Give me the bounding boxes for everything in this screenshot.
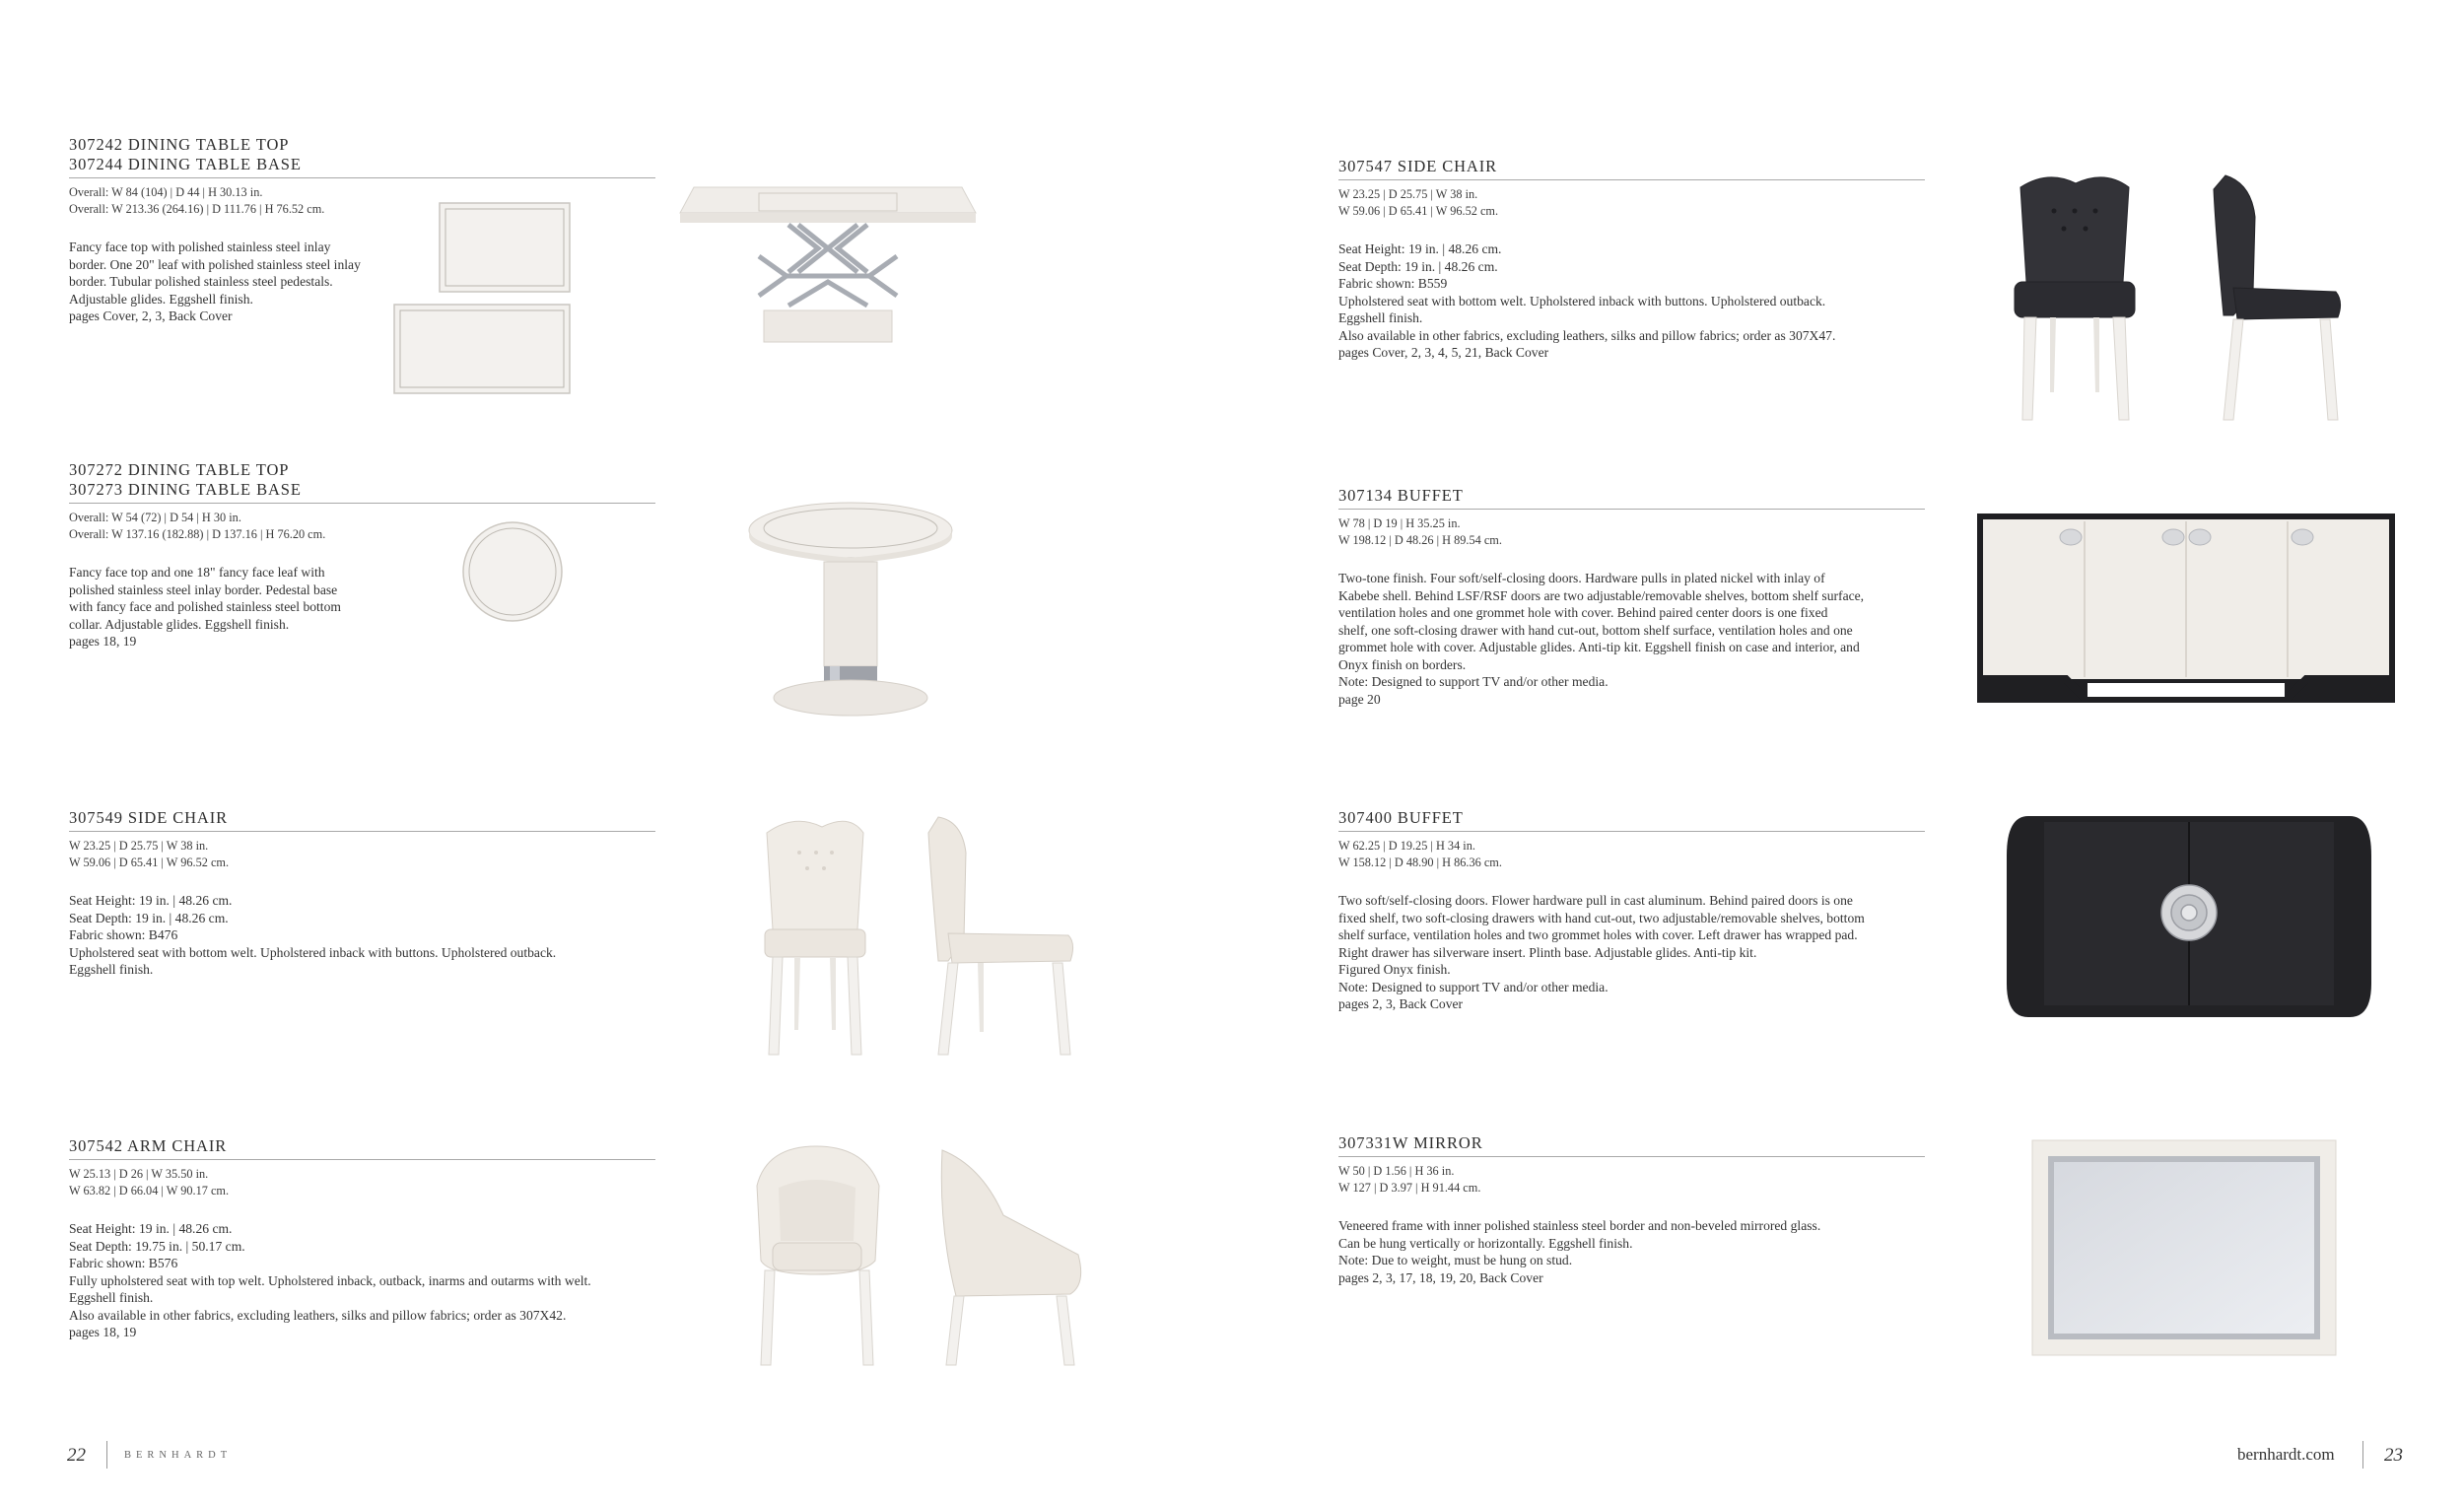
product-specs: W 23.25 | D 25.75 | W 38 in. W 59.06 | D 65.41 | W 96.52 cm.: [69, 839, 230, 870]
product-307272: [69, 460, 655, 650]
product-description: Seat Height: 19 in. | 48.26 cm. Seat Depth: 19 in. | 48.26 cm. Fabric shown: B559 Upholstered seat with bottom welt. Upholstered inback with buttons. Upholstered outback. Eggshell finish. Also available in other fabrics, excluding leathers, silks and pillow fabrics; order as 307X47. pages Cover, 2, 3, 4, 5, 21, Back Cover: [1338, 241, 1836, 361]
title-rule: [1338, 509, 1925, 510]
title-rule: [1338, 179, 1925, 180]
product-title: 307549 SIDE CHAIR: [69, 808, 229, 827]
buffet-two-tone-image: [1977, 513, 2395, 703]
mirror-image: [2032, 1140, 2336, 1355]
buffet-onyx-image: [2007, 816, 2371, 1021]
title-rule: [69, 831, 655, 832]
product-title: 307242 DINING TABLE TOP: [69, 135, 290, 154]
product-specs: W 62.25 | D 19.25 | H 34 in. W 158.12 | D 48.90 | H 86.36 cm.: [1338, 839, 1502, 870]
product-307542: [69, 1136, 655, 1341]
product-description: Fancy face top and one 18" fancy face leaf with polished stainless steel inlay border. Pedestal base with fancy face and polished stainless steel bottom collar. Adjustable glides. Eggshell finish. pages 18, 19: [69, 565, 341, 650]
product-307549: [69, 808, 655, 979]
side-chair-white-image: [755, 813, 1090, 1060]
product-specs: W 50 | D 1.56 | H 36 in. W 127 | D 3.97 | H 91.44 cm.: [1338, 1164, 1481, 1196]
product-title: 307331W MIRROR: [1338, 1133, 1483, 1152]
footer-divider: [106, 1441, 107, 1469]
product-307547: [1338, 157, 1925, 362]
round-top-plan-image: [461, 520, 564, 623]
product-307331W: [1338, 1133, 1925, 1286]
page-number: 22: [67, 1445, 86, 1466]
dining-table-rectangular-image: [680, 187, 976, 355]
product-specs: Overall: W 84 (104) | D 44 | H 30.13 in. Overall: W 213.36 (264.16) | D 111.76 | H 76.52 cm.: [69, 185, 325, 217]
product-specs: W 78 | D 19 | H 35.25 in. W 198.12 | D 48.26 | H 89.54 cm.: [1338, 516, 1502, 548]
product-title: 307542 ARM CHAIR: [69, 1136, 228, 1155]
product-description: Two-tone finish. Four soft/self-closing doors. Hardware pulls in plated nickel with inlay of Kabebe shell. Behind LSF/RSF doors are two adjustable/removable shelves, bottom shelf surface, ventilation holes and one grommet hole with cover. Behind paired center doors is one fixed shelf, one soft-closing drawer with hand cut-out, bottom shelf surface, ventilation holes and one grommet hole with cover. Adjustable glides. Anti-tip kit. Eggshell finish on case and interior, and Onyx finish on borders. Note: Designed to support TV and/or other media. page 20: [1338, 571, 1865, 707]
website-link[interactable]: bernhardt.com: [2237, 1445, 2335, 1464]
page-number: 23: [2384, 1445, 2403, 1466]
table-top-plan-image: [440, 203, 656, 395]
product-title: 307244 DINING TABLE BASE: [69, 155, 302, 173]
title-rule: [69, 1159, 655, 1160]
footer-divider: [2362, 1441, 2363, 1469]
brand-wordmark: BERNHARDT: [124, 1450, 233, 1461]
product-description: Fancy face top with polished stainless steel inlay border. One 20" leaf with polished stainless steel inlay border. Tubular polished stainless steel pedestals. Adjustable glides. Eggshell finish. pages Cover, 2, 3, Back Cover: [69, 240, 361, 324]
product-description: Seat Height: 19 in. | 48.26 cm. Seat Depth: 19 in. | 48.26 cm. Fabric shown: B476 Upholstered seat with bottom welt. Upholstered inback with buttons. Upholstered outback. Eggshell finish.: [69, 893, 557, 978]
product-title: 307273 DINING TABLE BASE: [69, 480, 302, 499]
arm-chair-image: [745, 1146, 1092, 1365]
title-rule: [69, 503, 655, 504]
dining-table-round-image: [747, 501, 954, 722]
product-description: Veneered frame with inner polished stainless steel border and non-beveled mirrored glass. Can be hung vertically or horizontally. Eggshell finish. Note: Due to weight, must be hung on stud. pages 2, 3, 17, 18, 19, 20, Back Cover: [1338, 1218, 1821, 1285]
product-title: 307400 BUFFET: [1338, 808, 1464, 827]
product-307400: [1338, 808, 1925, 1013]
title-rule: [1338, 1156, 1925, 1157]
product-title: 307547 SIDE CHAIR: [1338, 157, 1498, 175]
title-rule: [69, 177, 655, 178]
product-specs: W 23.25 | D 25.75 | W 38 in. W 59.06 | D 65.41 | W 96.52 cm.: [1338, 187, 1499, 219]
product-title: 307134 BUFFET: [1338, 486, 1464, 505]
side-chair-dark-image: [2007, 173, 2352, 424]
product-specs: W 25.13 | D 26 | W 35.50 in. W 63.82 | D 66.04 | W 90.17 cm.: [69, 1167, 230, 1198]
product-description: Seat Height: 19 in. | 48.26 cm. Seat Depth: 19.75 in. | 50.17 cm. Fabric shown: B576 Fully upholstered seat with top welt. Upholstered inback, outback, inarms and outarms with welt. Eggshell finish. Also available in other fabrics, excluding leathers, silks and pillow fabrics; order as 307X42. pages 18, 19: [69, 1221, 591, 1340]
product-307134: [1338, 486, 1925, 708]
product-specs: Overall: W 54 (72) | D 54 | H 30 in. Overall: W 137.16 (182.88) | D 137.16 | H 76.20 cm.: [69, 511, 326, 542]
product-title: 307272 DINING TABLE TOP: [69, 460, 290, 479]
product-description: Two soft/self-closing doors. Flower hardware pull in cast aluminum. Behind paired doors is one fixed shelf, two soft-closing drawers with hand cut-out, two adjustable/removable shelves, bottom shelf surface, ventilation holes and two grommet holes with cover. Left drawer has wrapped pad. Right drawer has silverware insert. Plinth base. Adjustable glides. Anti-tip kit. Figured Onyx finish. Note: Designed to support TV and/or other media. pages 2, 3, Back Cover: [1338, 893, 1865, 1012]
title-rule: [1338, 831, 1925, 832]
